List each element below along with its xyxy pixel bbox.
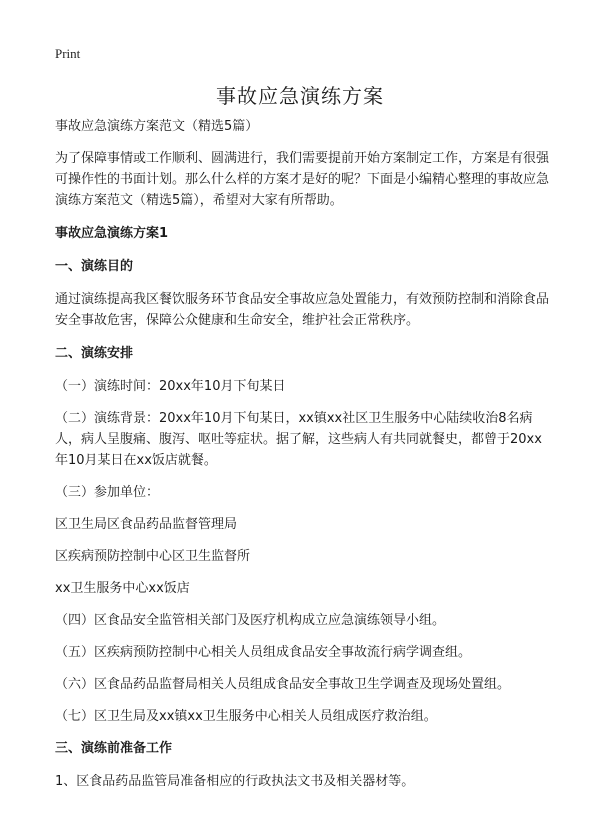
arrangement-item: （三）参加单位：	[55, 485, 160, 500]
arrangement-item: （四）区食品安全监管相关部门及医疗机构成立应急演练领导小组。	[55, 613, 446, 628]
preparation-item: 1、区食品药品监管局准备相应的行政执法文书及相关器材等。	[55, 774, 415, 789]
section-title: 事故应急演练方案1	[55, 226, 169, 241]
arrangement-item: （一）演练时间：20xx年10月下旬某日	[55, 379, 286, 394]
document-body	[55, 116, 550, 803]
document-title: 事故应急演练方案	[216, 84, 384, 108]
arrangement-item: （七）区卫生局及xx镇xx卫生服务中心相关人员组成医疗救治组。	[55, 709, 437, 724]
heading-preparation: 三、演练前准备工作	[55, 741, 173, 756]
arrangement-item: 区卫生局区食品药品监督管理局	[55, 517, 238, 532]
arrangement-item: 区疾病预防控制中心区卫生监督所	[55, 549, 251, 564]
arrangement-item: xx卫生服务中心xx饭店	[55, 581, 190, 596]
arrangement-item: （六）区食品药品监督局相关人员组成食品安全事故卫生学调查及现场处置组。	[55, 677, 511, 692]
purpose-paragraph: 通过演练提高我区餐饮服务环节食品安全事故应急处置能力，有效预防控制和消除食品安全事故危害，保障公众健康和生命安全，维护社会正常秩序。	[55, 292, 550, 328]
subtitle: 事故应急演练方案范文（精选5篇）	[55, 119, 259, 134]
print-link[interactable]: Print	[55, 46, 81, 61]
arrangement-item: （五）区疾病预防控制中心相关人员组成食品安全事故流行病学调查组。	[55, 645, 472, 660]
heading-arrangement: 二、演练安排	[55, 346, 134, 361]
heading-purpose: 一、演练目的	[55, 259, 134, 274]
intro-paragraph: 为了保障事情或工作顺利、圆满进行，我们需要提前开始方案制定工作，方案是有很强可操作性的书面计划。那么什么样的方案才是好的呢？下面是小编精心整理的事故应急演练方案范文（精选5篇），希望对大家有所帮助。	[55, 151, 550, 208]
arrangement-item: （二）演练背景：20xx年10月下旬某日，xx镇xx社区卫生服务中心陆续收治8名病人，病人呈腹痛、腹泻、呕吐等症状。据了解，这些病人有共同就餐史，都曾于20xx年10月某日在xx饭店就餐。	[55, 411, 542, 468]
